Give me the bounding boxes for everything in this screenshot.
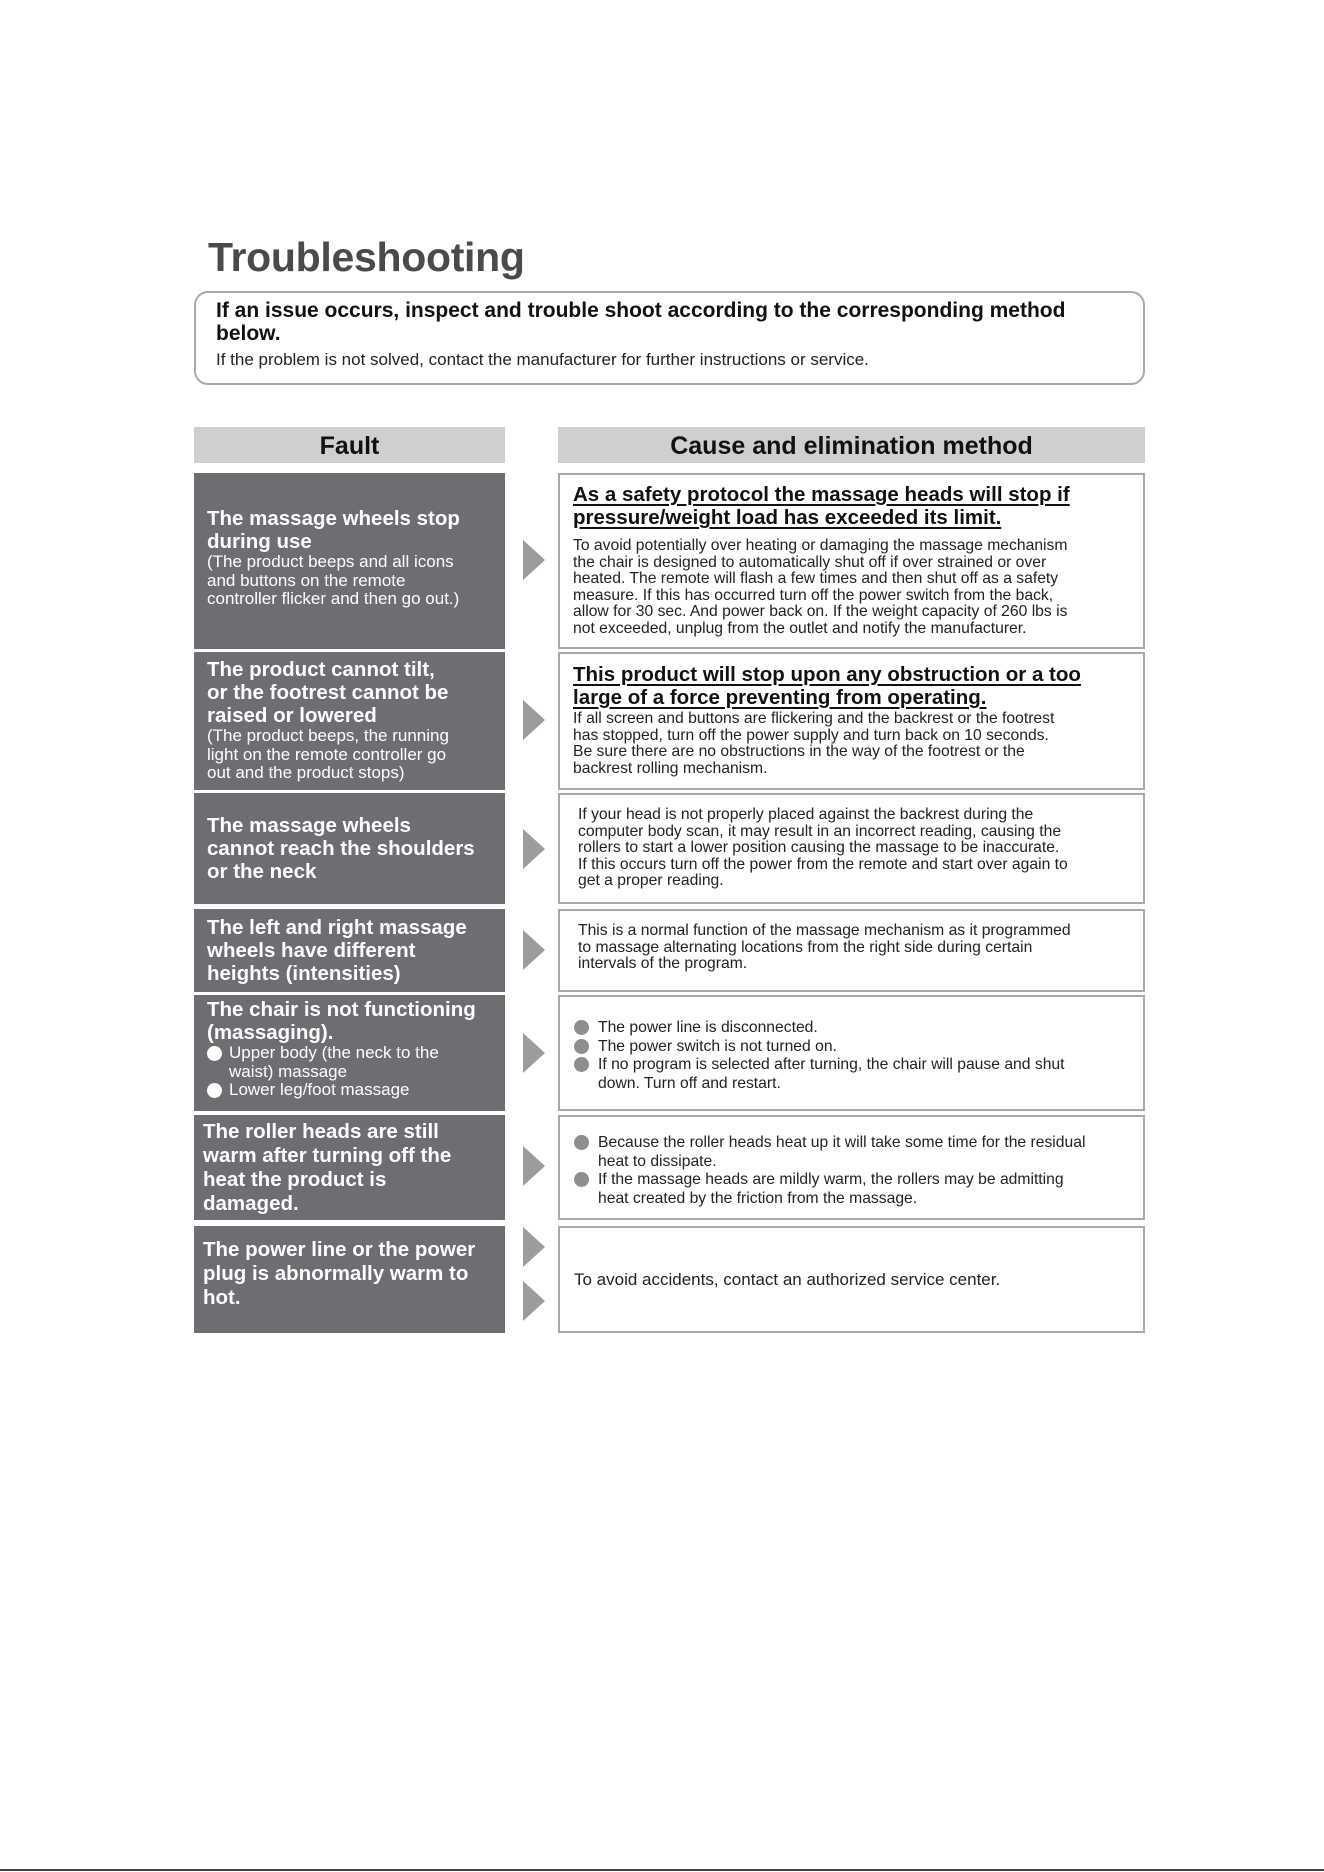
cause-text: If your head is not properly placed against the backrest during the computer body scan, it may result in an incorrect reading, causing the rollers to start a lower position causing the massage to be inaccurate. If this occurs turn off the power from the remote and start over again to get a proper reading. [578, 806, 1068, 890]
bullet-icon [574, 1020, 589, 1035]
fault-title: The massage wheels cannot reach the shoulders or the neck [207, 814, 475, 883]
arrow-icon [523, 540, 545, 580]
footer-rule [0, 1869, 1324, 1871]
cause-list [574, 1019, 1135, 1093]
bullet-icon [574, 1039, 589, 1054]
intro-box [194, 291, 1145, 385]
cause-text: If all screen and buttons are flickering and the backrest or the footrest has stopped, turn off the power supply and turn back on 10 seconds. Be sure there are no obstructions in the way of the footrest or the backrest rolling mechanism. [573, 710, 1055, 777]
fault-title: The power line or the power plug is abnormally warm to hot. [203, 1238, 476, 1309]
arrow-icon [523, 930, 545, 970]
cause-text: To avoid potentially over heating or damaging the massage mechanism the chair is designed to automatically shut off if over strained or over heated. The remote will flash a few times and then shut off as a safety measure. If this has occurred turn off the power switch from the back, allow for 30 sec. And power back on. If the weight capacity of 260 lbs is not exceeded, unplug from the outlet and notify the manufacturer. [573, 537, 1068, 637]
intro-note-text: If the problem is not solved, contact the manufacturer for further instructions or service. [216, 350, 869, 369]
fault-subtext: (The product beeps and all icons and buttons on the remote controller flicker and then go out.) [207, 552, 460, 608]
cause-heading: As a safety protocol the massage heads will stop if pressure/weight load has exceeded its limit. [573, 483, 1070, 529]
cause-list-item: If the massage heads are mildly warm, the rollers may be admitting heat created by the friction from the massage. [574, 1171, 1137, 1208]
fault-title: The left and right massage wheels have different heights (intensities) [207, 916, 467, 985]
fault-bullet [207, 1044, 501, 1081]
cause-heading: This product will stop upon any obstruction or a too large of a force preventing from operating. [573, 663, 1081, 709]
bullet-icon [207, 1083, 222, 1098]
fault-subtext: (The product beeps, the running light on the remote controller go out and the product stops) [207, 726, 449, 782]
cause-list-item: The power switch is not turned on. [574, 1038, 1135, 1057]
fault-column-header: Fault [194, 427, 505, 463]
arrow-icon [523, 1227, 545, 1267]
fault-cell [194, 1115, 505, 1220]
arrow-icon [523, 1033, 545, 1073]
fault-cell [194, 909, 505, 992]
fault-bullet-text: Upper body (the neck to the waist) massage [229, 1043, 439, 1081]
cause-list-item: The power line is disconnected. [574, 1019, 1135, 1038]
arrow-icon [523, 1146, 545, 1186]
fault-bullet [207, 1081, 501, 1100]
cause-cell [558, 909, 1145, 992]
fault-cell [194, 473, 505, 649]
page-title: Troubleshooting [208, 234, 525, 280]
cause-cell [558, 1226, 1145, 1333]
cause-cell [558, 793, 1145, 904]
fault-cell [194, 995, 505, 1111]
fault-title: The chair is not functioning (massaging). [207, 998, 476, 1044]
cause-column-header: Cause and elimination method [558, 427, 1145, 463]
cause-list-item: If no program is selected after turning, the chair will pause and shut down. Turn off and restart. [574, 1056, 1135, 1093]
bullet-icon [574, 1057, 589, 1072]
arrow-icon [523, 700, 545, 740]
fault-cell [194, 793, 505, 904]
cause-list-item: Because the roller heads heat up it will take some time for the residual heat to dissipate. [574, 1134, 1137, 1171]
intro-bold-text: If an issue occurs, inspect and trouble shoot according to the corresponding method below. [216, 299, 1066, 345]
cause-text: To avoid accidents, contact an authorized service center. [574, 1270, 1001, 1289]
fault-title: The roller heads are still warm after turning off the heat the product is damaged. [203, 1119, 452, 1215]
cause-cell [558, 652, 1145, 790]
bullet-icon [574, 1135, 589, 1150]
bullet-icon [207, 1046, 222, 1061]
cause-cell [558, 473, 1145, 649]
bullet-icon [574, 1172, 589, 1187]
arrow-icon [523, 829, 545, 869]
cause-cell [558, 1115, 1145, 1220]
fault-title: The massage wheels stop during use [207, 507, 460, 553]
cause-cell [558, 995, 1145, 1111]
fault-bullet-text: Lower leg/foot massage [229, 1080, 410, 1099]
fault-cell [194, 1226, 505, 1333]
arrow-icon [523, 1281, 545, 1321]
fault-title: The product cannot tilt, or the footrest cannot be raised or lowered [207, 658, 449, 727]
cause-text: This is a normal function of the massage mechanism as it programmed to massage alternating locations from the right side during certain intervals of the program. [578, 922, 1071, 973]
cause-list [574, 1134, 1137, 1208]
fault-cell [194, 652, 505, 790]
